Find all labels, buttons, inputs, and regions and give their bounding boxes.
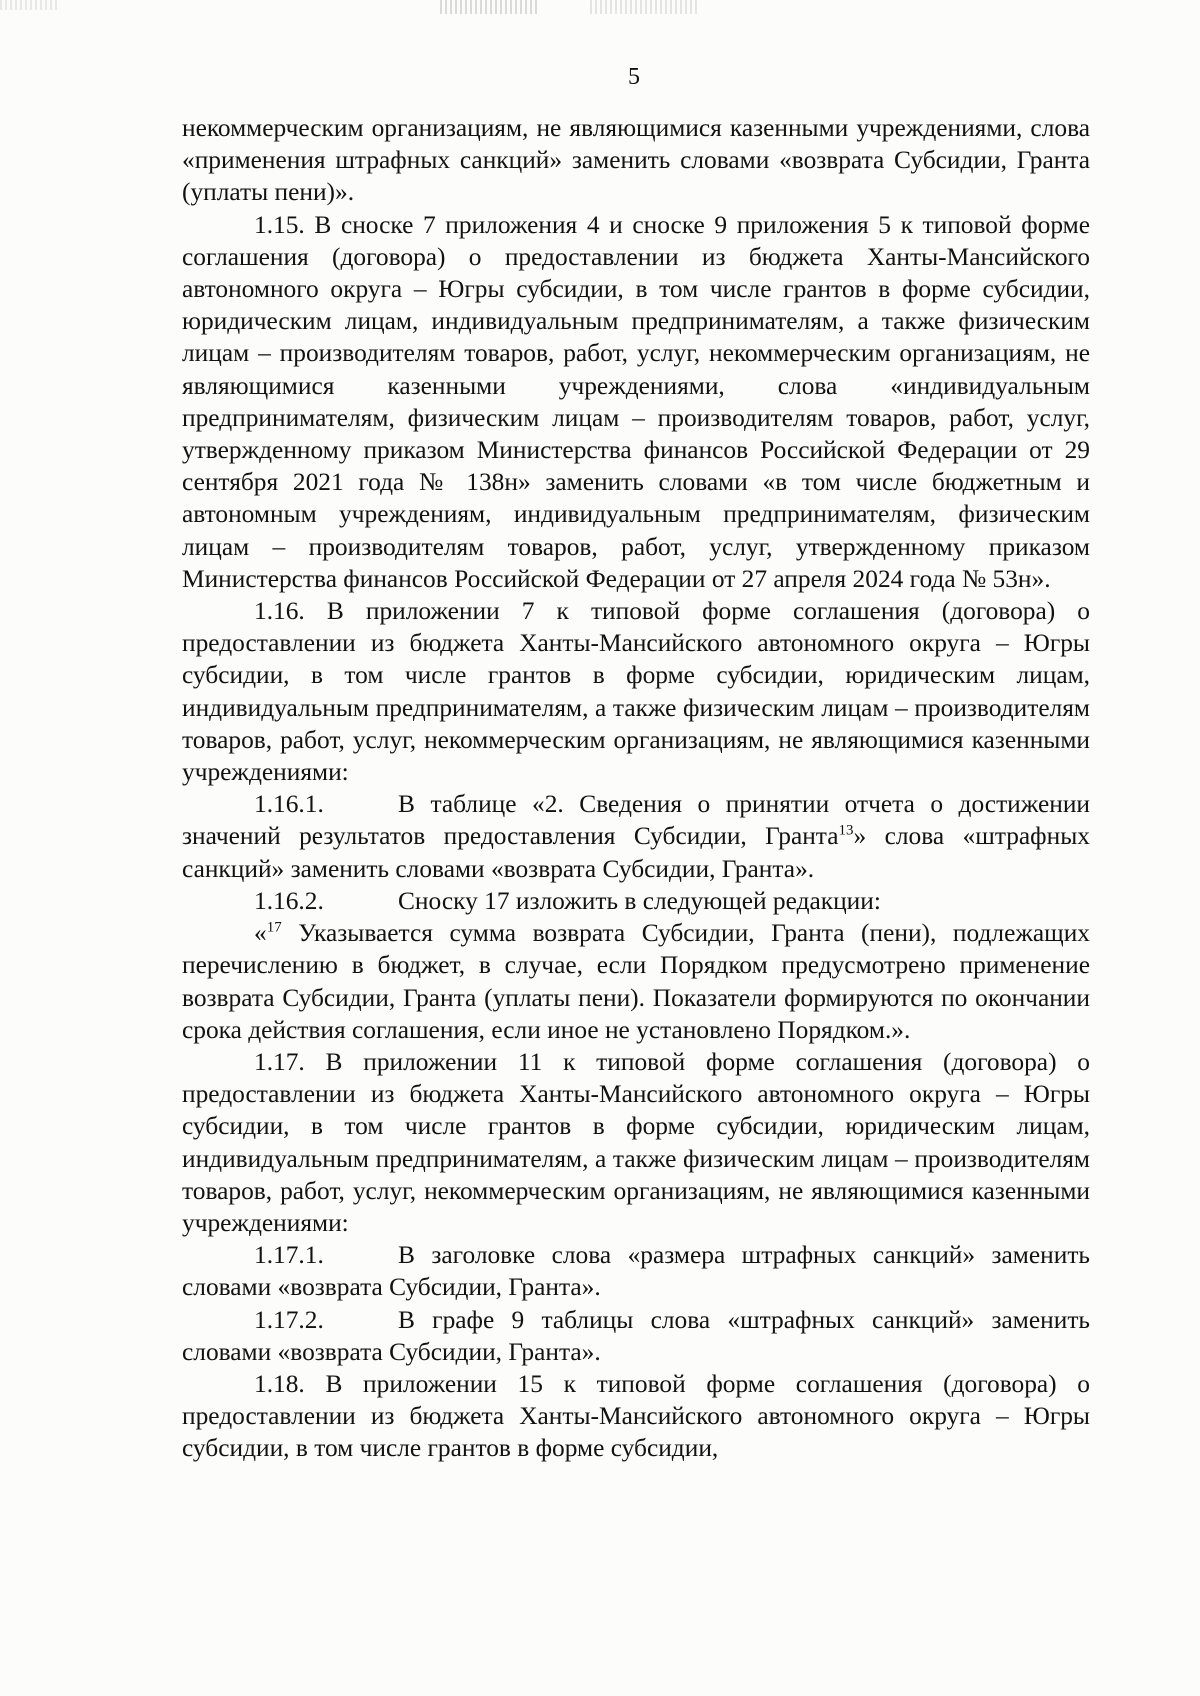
document-body	[182, 112, 1090, 1465]
intro-paragraph: некоммерческим организациям, не являющимися казенными учреждениями, слова «применения штрафных санкций» заменить словами «возврата Субсидии, Гранта (уплаты пени)».	[182, 114, 1090, 207]
subparagraph-text-a: В таблице «2. Сведения о принятии отчета о достижении значений результатов предоставления Субсидии, Гранта	[182, 790, 1090, 851]
subparagraph-1-17-2-text: В графе 9 таблицы слова «штрафных санкций» заменить словами «возврата Субсидии, Гранта».	[182, 1305, 1090, 1366]
scan-noise-center	[440, 0, 540, 14]
subparagraph-number: 1.16.2.	[254, 886, 324, 915]
footnote-17-quote	[182, 917, 1090, 1046]
scan-noise-left	[0, 0, 60, 10]
paragraph-1-18: 1.18. В приложении 15 к типовой форме соглашения (договора) о предоставлении из бюджета Ханты-Мансийского автономного округа – Югры субсидии, в том числе грантов в форме субсидии,	[182, 1369, 1090, 1463]
page-number: 5	[628, 64, 640, 90]
subparagraph-1-16-2	[182, 885, 1090, 917]
footnote-ref-17: 17	[266, 919, 282, 936]
subparagraph-text: Сноску 17 изложить в следующей редакции:	[398, 886, 881, 915]
subparagraph-text-b: » слова «штрафных санкций» заменить словами «возврата Субсидии, Гранта».	[182, 822, 1090, 883]
quote-text: Указывается сумма возврата Субсидии, Гранта (пени), подлежащих перечислению в бюджет, в случае, если Порядком предусмотрено применение возврата Субсидии, Гранта (уплаты пени). Показатели формируются по окончании срока действия соглашения, если иное не установлено Порядком.».	[182, 919, 1090, 1044]
paragraph-1-15: 1.15. В сноске 7 приложения 4 и сноске 9 приложения 5 к типовой форме соглашения (договора) о предоставлении из бюджета Ханты-Мансийского автономного округа – Югры субсидии, в том числе грантов в форме субсидии, юридическим лицам, индивидуальным предпринимателям, а также физическим лицам – производителям товаров, работ, услуг, некоммерческим организациям, не являющимися казенными учреждениями, слова «индивидуальным предпринимателям, физическим лицам – производителям товаров, работ, услуг, утвержденному приказом Министерства финансов Российской Федерации от 29 сентября 2021 года № 138н» заменить словами «в том числе бюджетным и автономным учреждениям, индивидуальным предпринимателям, физическим лицам – производителям товаров, работ, услуг, утвержденному приказом Министерства финансов Российской Федерации от 27 апреля 2024 года № 53н».	[182, 210, 1090, 593]
subparagraph-number: 1.16.1.	[254, 790, 324, 819]
subparagraph-number: 1.17.1.	[254, 1241, 324, 1270]
scan-noise-right	[590, 0, 700, 14]
paragraph-1-16: 1.16. В приложении 7 к типовой форме соглашения (договора) о предоставлении из бюджета Ханты-Мансийского автономного округа – Югры субсидии, в том числе грантов в форме субсидии, юридическим лицам, индивидуальным предпринимателям, а также физическим лицам – производителям товаров, работ, услуг, некоммерческим организациям, не являющимися казенными учреждениями:	[182, 597, 1090, 787]
subparagraph-number: 1.17.2.	[254, 1305, 324, 1334]
paragraph-1-17: 1.17. В приложении 11 к типовой форме соглашения (договора) о предоставлении из бюджета Ханты-Мансийского автономного округа – Югры субсидии, в том числе грантов в форме субсидии, юридическим лицам, индивидуальным предпринимателям, а также физическим лицам – производителям товаров, работ, услуг, некоммерческим организациям, не являющимися казенными учреждениями:	[182, 1047, 1090, 1237]
subparagraph-1-17-1-text: В заголовке слова «размера штрафных санкций» заменить словами «возврата Субсидии, Гранта».	[182, 1241, 1090, 1302]
quote-open: «	[254, 919, 267, 948]
footnote-ref-13: 13	[838, 823, 854, 840]
